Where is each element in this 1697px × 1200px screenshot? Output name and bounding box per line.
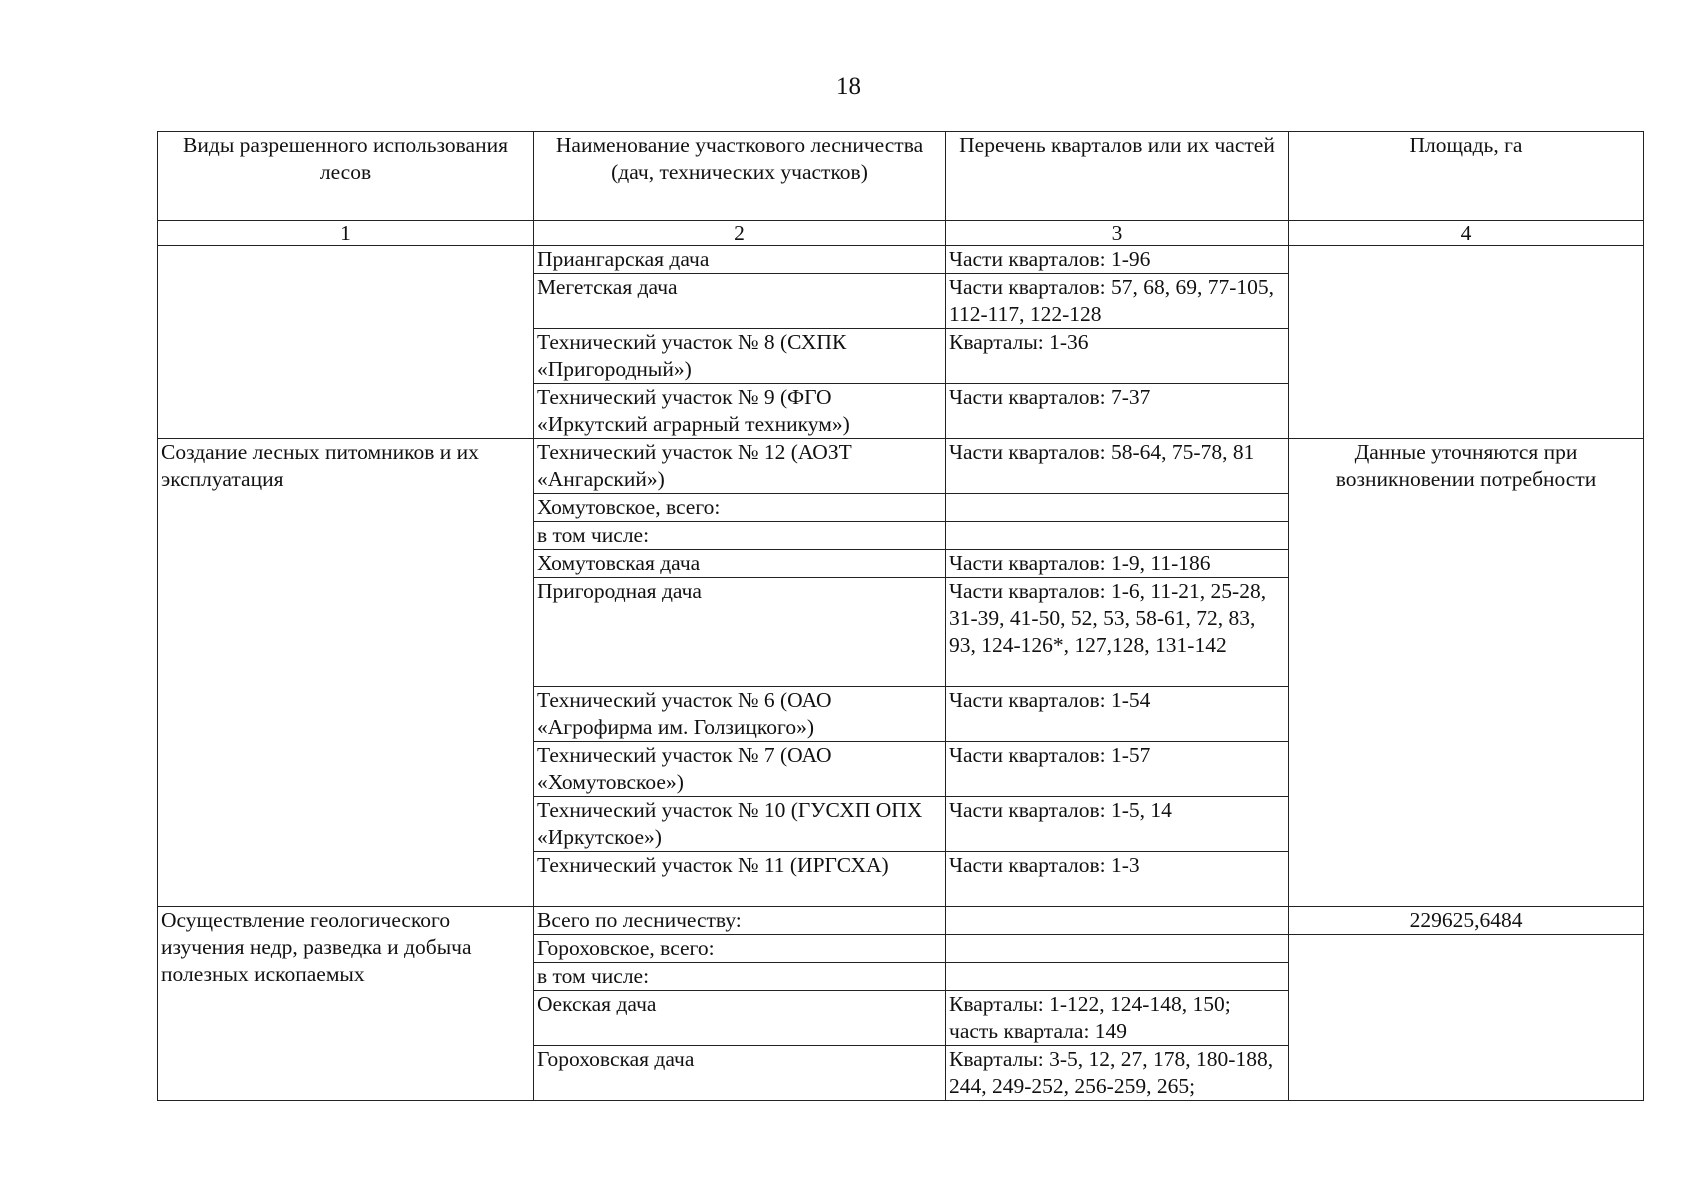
forestry-name-cell: Пригородная дача	[534, 578, 946, 687]
forestry-name-cell: Технический участок № 7 (ОАО «Хомутовское»)	[534, 742, 946, 797]
column-number: 2	[534, 221, 946, 246]
quarters-cell: Части кварталов: 1-96	[946, 246, 1289, 274]
forestry-name-cell: Технический участок № 9 (ФГО «Иркутский аграрный техникум»)	[534, 384, 946, 439]
forestry-name-cell: Технический участок № 11 (ИРГСХА)	[534, 852, 946, 907]
quarters-cell	[946, 907, 1289, 935]
column-number-row	[158, 221, 1644, 246]
quarters-cell: Части кварталов: 58-64, 75-78, 81	[946, 439, 1289, 494]
total-area-cell: 229625,6484	[1289, 907, 1644, 935]
quarters-cell	[946, 963, 1289, 991]
forestry-name-cell: Хомутовское, всего:	[534, 494, 946, 522]
header-area: Площадь, га	[1289, 132, 1644, 221]
column-number: 3	[946, 221, 1289, 246]
quarters-cell	[946, 935, 1289, 963]
forestry-name-cell: Мегетская дача	[534, 274, 946, 329]
forestry-name-cell: Технический участок № 10 (ГУСХП ОПХ «Иркутское»)	[534, 797, 946, 852]
table-header-row	[158, 132, 1644, 221]
area-cell-empty	[1289, 246, 1644, 439]
quarters-cell	[946, 522, 1289, 550]
forestry-name-cell: Технический участок № 12 (АОЗТ «Ангарский»)	[534, 439, 946, 494]
header-forestry-name: Наименование участкового лесничества (дач, технических участков)	[534, 132, 946, 221]
forestry-name-cell: Гороховская дача	[534, 1046, 946, 1101]
forest-use-table	[157, 131, 1644, 1101]
quarters-cell: Части кварталов: 7-37	[946, 384, 1289, 439]
forestry-name-cell: Хомутовская дача	[534, 550, 946, 578]
quarters-cell: Кварталы: 1-122, 124-148, 150; часть квартала: 149	[946, 991, 1289, 1046]
forestry-name-cell: Технический участок № 6 (ОАО «Агрофирма им. Голзицкого»)	[534, 687, 946, 742]
forestry-name-cell: Гороховское, всего:	[534, 935, 946, 963]
use-type-cell: Осуществление геологического изучения недр, разведка и добыча полезных ископаемых	[158, 907, 534, 1101]
use-type-cell: Создание лесных питомников и их эксплуатация	[158, 439, 534, 907]
forestry-name-cell: Приангарская дача	[534, 246, 946, 274]
quarters-cell: Части кварталов: 1-3	[946, 852, 1289, 907]
area-cell-empty	[1289, 935, 1644, 1101]
header-quarters-list: Перечень кварталов или их частей	[946, 132, 1289, 221]
quarters-cell: Части кварталов: 1-54	[946, 687, 1289, 742]
header-use-type: Виды разрешенного использования лесов	[158, 132, 534, 221]
table-row	[158, 907, 1644, 935]
forestry-name-cell: Оекская дача	[534, 991, 946, 1046]
quarters-cell: Кварталы: 1-36	[946, 329, 1289, 384]
quarters-cell: Кварталы: 3-5, 12, 27, 178, 180-188, 244, 249-252, 256-259, 265;	[946, 1046, 1289, 1101]
area-cell: Данные уточняются при возникновении потребности	[1289, 439, 1644, 907]
table-row	[158, 246, 1644, 274]
column-number: 4	[1289, 221, 1644, 246]
column-number: 1	[158, 221, 534, 246]
quarters-cell: Части кварталов: 1-6, 11-21, 25-28, 31-39, 41-50, 52, 53, 58-61, 72, 83, 93, 124-126*, 127,128, 131-142	[946, 578, 1289, 687]
forestry-name-cell: в том числе:	[534, 522, 946, 550]
table-row	[158, 439, 1644, 494]
quarters-cell: Части кварталов: 1-9, 11-186	[946, 550, 1289, 578]
page-number: 18	[836, 73, 861, 100]
quarters-cell: Части кварталов: 1-5, 14	[946, 797, 1289, 852]
quarters-cell: Части кварталов: 57, 68, 69, 77-105, 112-117, 122-128	[946, 274, 1289, 329]
use-type-cell-empty	[158, 246, 534, 439]
forestry-name-cell: Всего по лесничеству:	[534, 907, 946, 935]
quarters-cell	[946, 494, 1289, 522]
quarters-cell: Части кварталов: 1-57	[946, 742, 1289, 797]
forestry-name-cell: в том числе:	[534, 963, 946, 991]
forestry-name-cell: Технический участок № 8 (СХПК «Пригородный»)	[534, 329, 946, 384]
